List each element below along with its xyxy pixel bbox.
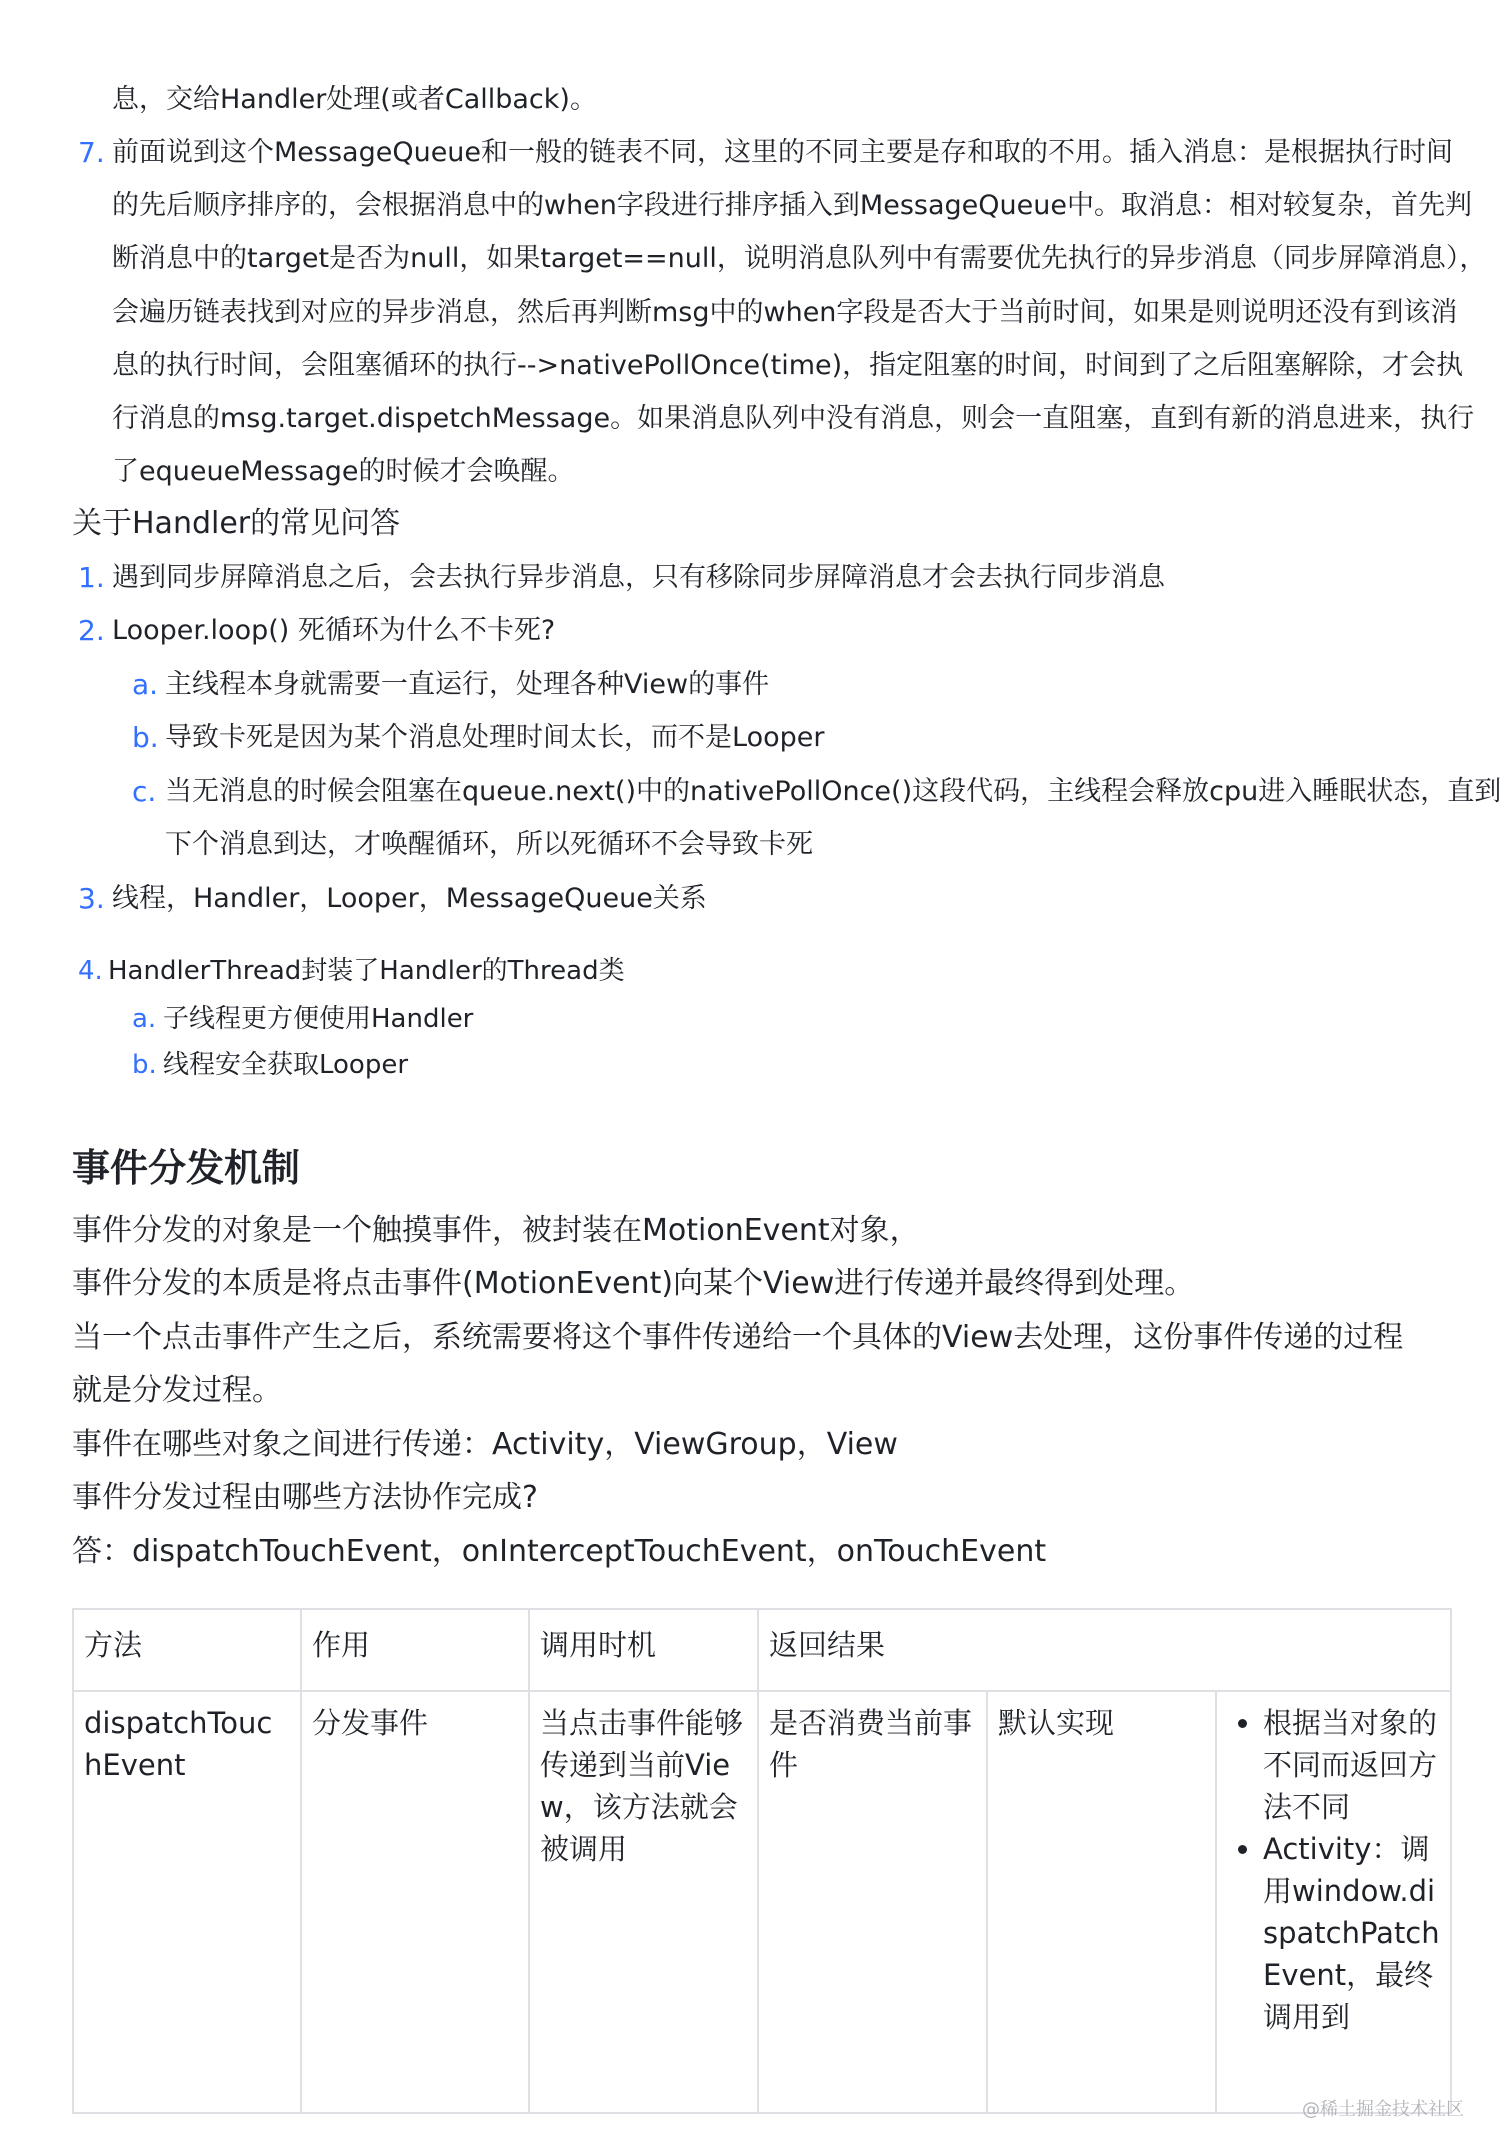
table-header-cell: 作用	[301, 1609, 529, 1691]
section-paragraph: 当一个点击事件产生之后，系统需要将这个事件传递给一个具体的View去处理，这份事件传递的过程	[72, 1320, 1404, 1355]
item7-line: 断消息中的target是否为null，如果target==null，说明消息队列中有需要优先执行的异步消息（同步屏障消息），	[112, 243, 1487, 274]
table-header-cell: 返回结果	[758, 1609, 1451, 1691]
table-cell-bullets	[1216, 1691, 1451, 2113]
table-cell-result: 是否消费当前事件	[758, 1691, 987, 2113]
list-number: 4.	[78, 956, 103, 986]
list-letter: c.	[132, 775, 157, 808]
faq-item-1: 遇到同步屏障消息之后，会去执行异步消息，只有移除同步屏障消息才会去执行同步消息	[112, 562, 1165, 593]
event-methods-table	[72, 1608, 1452, 2114]
faq-item-3: 线程，Handler，Looper，MessageQueue关系	[112, 883, 707, 914]
faq-item-2: Looper.loop() 死循环为什么不卡死?	[112, 615, 556, 646]
list-letter: a.	[132, 1004, 157, 1034]
item7-line: 前面说到这个MessageQueue和一般的链表不同，这里的不同主要是存和取的不用。插入消息：是根据执行时间	[112, 137, 1454, 168]
faq-heading: 关于Handler的常见问答	[72, 506, 401, 541]
item7-line: 的先后顺序排序的，会根据消息中的when字段进行排序插入到MessageQueue中。取消息：相对较复杂，首先判	[112, 190, 1472, 221]
table-header-cell: 调用时机	[529, 1609, 758, 1691]
table-cell-purpose: 分发事件	[301, 1691, 529, 2113]
list-number-7: 7.	[78, 136, 105, 169]
faq4-subitem-b: 线程安全获取Looper	[163, 1050, 409, 1080]
table-header-row	[73, 1609, 1451, 1691]
table-cell-timing: 当点击事件能够传递到当前View，该方法就会被调用	[529, 1691, 758, 2113]
section-paragraph: 事件在哪些对象之间进行传递：Activity，ViewGroup，View	[72, 1427, 898, 1462]
list-letter: a.	[132, 668, 159, 701]
table-cell-default: 默认实现	[987, 1691, 1216, 2113]
watermark: @稀土掘金技术社区	[1302, 2099, 1464, 2120]
table-cell-method: dispatchTouchEvent	[73, 1691, 301, 2113]
section-paragraph: 就是分发过程。	[72, 1373, 282, 1408]
item7-line: 行消息的msg.target.dispetchMessage。如果消息队列中没有消息，则会一直阻塞，直到有新的消息进来，执行	[112, 403, 1475, 434]
faq-subitem-b: 导致卡死是因为某个消息处理时间太长，而不是Looper	[165, 722, 825, 753]
faq-subitem-a: 主线程本身就需要一直运行，处理各种View的事件	[165, 669, 770, 700]
list-item: • Activity：调用window.dispatchPatchEvent，最终调用到	[1263, 1828, 1440, 2038]
item7-line: 了equeueMessage的时候才会唤醒。	[112, 456, 575, 487]
faq-item-4: HandlerThread封装了Handler的Thread类	[108, 956, 625, 986]
faq4-subitem-a: 子线程更方便使用Handler	[163, 1004, 474, 1034]
section-paragraph: 事件分发的对象是一个触摸事件，被封装在MotionEvent对象，	[72, 1213, 920, 1248]
section-paragraph: 事件分发的本质是将点击事件(MotionEvent)向某个View进行传递并最终得到处理。	[72, 1266, 1195, 1301]
item7-line: 息的执行时间，会阻塞循环的执行-->nativePollOnce(time)，指定阻塞的时间，时间到了之后阻塞解除，才会执	[112, 350, 1464, 381]
continued-line: 息，交给Handler处理(或者Callback)。	[112, 84, 597, 115]
table-row	[73, 1691, 1451, 2113]
list-letter: b.	[132, 1050, 157, 1080]
list-number: 2.	[78, 614, 105, 647]
section-paragraph: 事件分发过程由哪些方法协作完成?	[72, 1480, 538, 1515]
faq-subitem-c-cont: 下个消息到达，才唤醒循环，所以死循环不会导致卡死	[165, 829, 813, 860]
list-number: 3.	[78, 882, 105, 915]
faq-subitem-c: 当无消息的时候会阻塞在queue.next()中的nativePollOnce()这段代码，主线程会释放cpu进入睡眠状态，直到	[165, 776, 1502, 807]
section-paragraph: 答：dispatchTouchEvent，onInterceptTouchEvent，onTouchEvent	[72, 1534, 1047, 1569]
section-title: 事件分发机制	[72, 1146, 301, 1190]
list-letter: b.	[132, 721, 159, 754]
table-header-cell: 方法	[73, 1609, 301, 1691]
item7-line: 会遍历链表找到对应的异步消息，然后再判断msg中的when字段是否大于当前时间，如果是则说明还没有到该消	[112, 297, 1458, 328]
list-item: • 根据当对象的不同而返回方法不同	[1263, 1702, 1440, 1828]
bullet-list	[1227, 1702, 1440, 2038]
list-number: 1.	[78, 561, 105, 594]
